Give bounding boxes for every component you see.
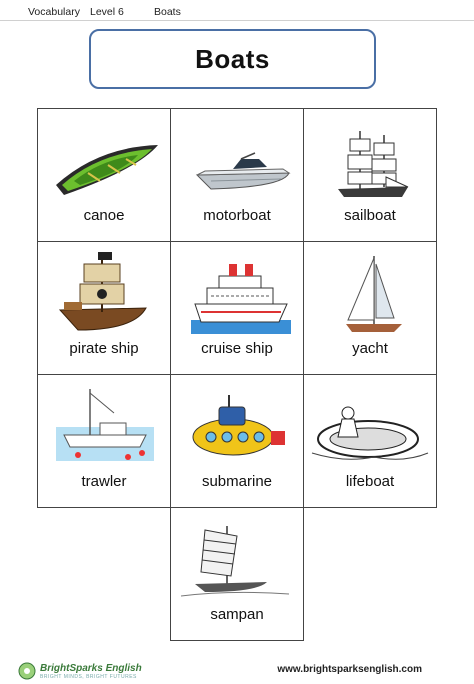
brand-emblem-icon: [18, 662, 36, 680]
card-submarine: [170, 374, 304, 508]
header-level: Level 6: [90, 6, 124, 18]
label-sampan: sampan: [210, 606, 264, 623]
card-motorboat: [170, 108, 304, 242]
card-trawler: [37, 374, 171, 508]
card-lifeboat: [303, 374, 437, 508]
title-box: [89, 29, 376, 89]
lifeboat-icon: [304, 383, 436, 471]
label-yacht: yacht: [352, 340, 388, 357]
brand-tagline: BRIGHT MINDS, BRIGHT FUTURES: [40, 674, 137, 680]
card-canoe: [37, 108, 171, 242]
pirate-ship-icon: [38, 250, 170, 338]
footer-url[interactable]: www.brightsparksenglish.com: [277, 664, 422, 675]
page-title: Boats: [195, 43, 270, 74]
label-sailboat: sailboat: [344, 207, 396, 224]
header-vocabulary: Vocabulary: [28, 6, 80, 18]
card-sampan: [170, 507, 304, 641]
label-trawler: trawler: [81, 473, 127, 490]
motorboat-icon: [171, 117, 303, 205]
label-cruise-ship: cruise ship: [201, 340, 273, 357]
label-submarine: submarine: [201, 473, 273, 490]
card-yacht: [303, 241, 437, 375]
header-topic: Boats: [154, 6, 181, 18]
label-canoe: canoe: [83, 207, 125, 224]
canoe-icon: [38, 117, 170, 205]
label-lifeboat: lifeboat: [345, 473, 395, 490]
card-pirate-ship: [37, 241, 171, 375]
label-pirate-ship: pirate ship: [69, 340, 139, 357]
submarine-icon: [171, 383, 303, 471]
sailboat-icon: [304, 117, 436, 205]
card-cruise-ship: [170, 241, 304, 375]
header-divider: [0, 20, 474, 21]
card-sailboat: [303, 108, 437, 242]
label-motorboat: motorboat: [203, 207, 271, 224]
yacht-icon: [304, 250, 436, 338]
sampan-icon: [171, 516, 303, 604]
brand-logo: [18, 660, 188, 682]
trawler-icon: [38, 383, 170, 471]
cruise-ship-icon: [171, 250, 303, 338]
brand-name: BrightSparks English: [40, 663, 142, 674]
